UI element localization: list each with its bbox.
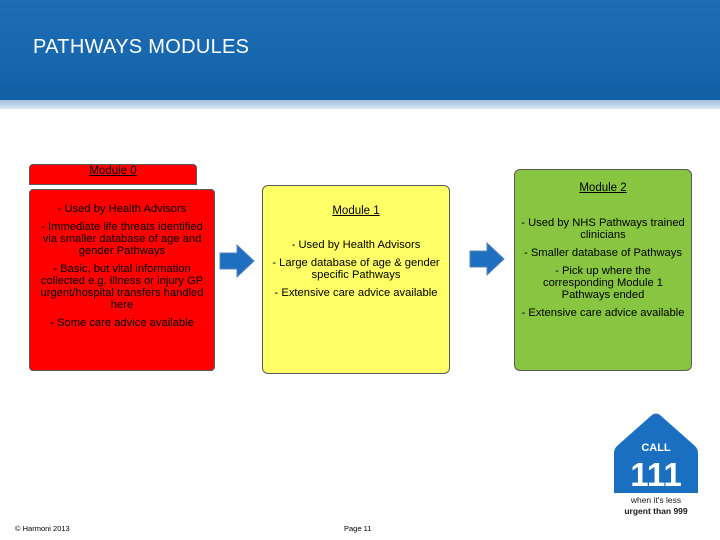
module-2-point: - Smaller database of Pathways <box>524 247 682 259</box>
header-divider <box>0 100 720 109</box>
module-0-box <box>29 189 215 371</box>
nhs-111-logo <box>612 413 704 521</box>
module-0-point: - Basic, but vital information collected e.g. illness or injury GP urgent/hospital transfers handled here <box>40 263 204 311</box>
arrow-right-icon <box>469 242 505 276</box>
module-1-box <box>262 185 450 374</box>
page-title: PATHWAYS MODULES <box>33 36 250 58</box>
module-2-point: - Used by NHS Pathways trained clinicians <box>521 217 685 241</box>
logo-call-text: CALL <box>641 442 671 454</box>
module-2-heading: Module 2 <box>579 182 627 194</box>
logo-tagline-2: urgent than 999 <box>624 506 688 516</box>
module-0-point: - Immediate life threats identified via smaller database of age and gender Pathways <box>41 221 203 257</box>
logo-tagline-1: when it's less <box>630 495 682 505</box>
module-0-point: - Used by Health Advisors <box>57 203 187 215</box>
module-0-point: - Some care advice available <box>50 317 194 329</box>
module-2-box <box>514 169 692 371</box>
page-number: Page 11 <box>344 524 372 533</box>
module-1-point: - Large database of age & gender specific Pathways <box>272 257 440 281</box>
logo-number-text: 111 <box>630 456 682 493</box>
module-1-point: - Used by Health Advisors <box>291 239 421 251</box>
module-1-point: - Extensive care advice available <box>274 287 438 299</box>
module-2-point: - Extensive care advice available <box>521 307 685 319</box>
arrow-right-icon <box>219 244 255 278</box>
module-0-heading: Module 0 <box>29 164 197 185</box>
module-1-heading: Module 1 <box>332 205 380 217</box>
copyright-text: © Harmoni 2013 <box>15 524 70 533</box>
module-2-point: - Pick up where the corresponding Module 1 Pathways ended <box>542 265 664 301</box>
